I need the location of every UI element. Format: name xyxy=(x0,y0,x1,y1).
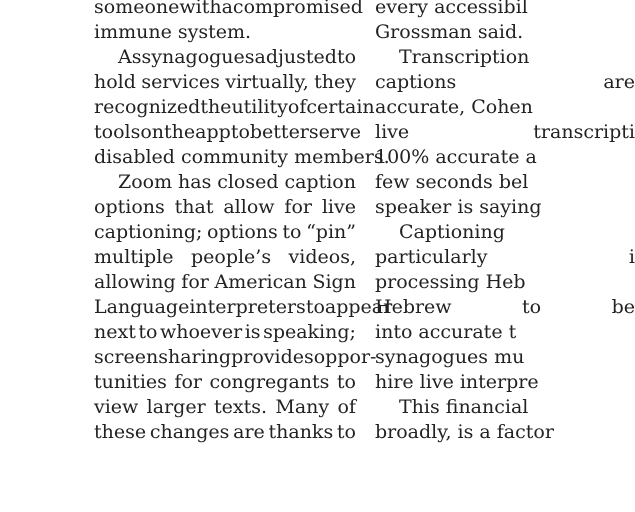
word: of xyxy=(337,396,356,418)
word: are xyxy=(603,71,635,93)
word: live xyxy=(321,196,356,218)
text-line xyxy=(375,295,635,320)
word: i xyxy=(628,246,635,268)
word: speaking; xyxy=(263,321,356,343)
word: closed xyxy=(217,171,279,193)
text-line xyxy=(375,245,635,270)
word: larger xyxy=(146,396,206,418)
word: someone xyxy=(94,0,180,18)
word: for xyxy=(174,371,202,393)
word: next xyxy=(94,321,136,343)
text-line xyxy=(94,420,356,445)
text-line: immune system. xyxy=(94,21,252,43)
word: congregants xyxy=(209,371,330,393)
article-column-left xyxy=(94,0,393,445)
word: transcripti xyxy=(533,121,635,143)
word: to xyxy=(305,296,325,318)
text-line: disabled community members. xyxy=(94,146,390,168)
word: tools xyxy=(94,121,141,143)
word: allow xyxy=(223,196,275,218)
word: interpreters xyxy=(189,296,306,318)
text-line: broadly, is a factor xyxy=(375,421,554,443)
text-line xyxy=(375,120,635,145)
word: oppor- xyxy=(313,346,377,368)
word: be xyxy=(611,296,635,318)
word: certain xyxy=(306,96,375,118)
word: thanks xyxy=(268,421,334,443)
text-line xyxy=(94,220,356,245)
word: for xyxy=(284,196,312,218)
text-line: This financial xyxy=(399,396,529,418)
text-line xyxy=(94,0,363,20)
word: is xyxy=(244,321,261,343)
word: allowing xyxy=(94,271,176,293)
text-line xyxy=(94,70,356,95)
text-line: few seconds bel xyxy=(375,171,529,193)
word: utility xyxy=(231,96,288,118)
word: to xyxy=(138,321,158,343)
word: app xyxy=(195,121,231,143)
word: options xyxy=(207,221,278,243)
text-line xyxy=(94,245,356,270)
text-line: Transcription xyxy=(399,46,530,68)
word: options xyxy=(94,196,165,218)
word: with xyxy=(179,0,222,18)
word: appear xyxy=(324,296,393,318)
text-line: 100% accurate a xyxy=(375,146,537,168)
text-line xyxy=(94,395,356,420)
word: tunities xyxy=(94,371,167,393)
text-line: every accessibil xyxy=(375,0,528,18)
text-line xyxy=(94,95,375,120)
word: adjusted xyxy=(254,46,337,68)
word: they xyxy=(314,71,356,93)
word: whoever xyxy=(159,321,243,343)
text-line xyxy=(94,345,377,370)
text-line: synagogues mu xyxy=(375,346,525,368)
word: Language xyxy=(94,296,190,318)
word: that xyxy=(174,196,214,218)
word: the xyxy=(200,96,232,118)
word: a xyxy=(221,0,233,18)
word: live xyxy=(375,121,410,143)
word: view xyxy=(94,396,139,418)
word: caption xyxy=(284,171,356,193)
word: Zoom xyxy=(118,171,173,193)
word: are xyxy=(233,421,265,443)
text-line xyxy=(94,320,356,345)
text-line xyxy=(375,70,635,95)
word: to xyxy=(336,371,356,393)
text-line: speaker is saying xyxy=(375,196,542,218)
word: better xyxy=(249,121,309,143)
word: changes xyxy=(149,421,230,443)
word: of xyxy=(287,96,307,118)
text-line: into accurate t xyxy=(375,321,517,343)
word: to xyxy=(230,121,250,143)
word: hold xyxy=(94,71,136,93)
word: sharing xyxy=(158,346,232,368)
word: to xyxy=(522,296,542,318)
word: to xyxy=(282,221,302,243)
word: people’s xyxy=(190,246,272,268)
text-line xyxy=(94,120,361,145)
text-line xyxy=(94,170,356,195)
word: compromised xyxy=(232,0,363,18)
text-line: processing Heb xyxy=(375,271,526,293)
word: texts. xyxy=(214,396,268,418)
word: captions xyxy=(375,71,457,93)
word: to xyxy=(336,46,357,68)
word: serve xyxy=(308,121,361,143)
article-column-right xyxy=(375,0,635,445)
word: particularly xyxy=(375,246,488,268)
text-line xyxy=(94,295,393,320)
word: has xyxy=(178,171,212,193)
word: Many xyxy=(275,396,330,418)
word: Hebrew xyxy=(375,296,452,318)
text-line: Captioning xyxy=(399,221,505,243)
word: “pin” xyxy=(306,221,356,243)
word: multiple xyxy=(94,246,174,268)
word: virtually, xyxy=(225,71,309,93)
word: videos, xyxy=(288,246,356,268)
text-line xyxy=(94,370,356,395)
text-line: hire live interpre xyxy=(375,371,539,393)
word: services xyxy=(141,71,220,93)
word: the xyxy=(164,121,196,143)
word: these xyxy=(94,421,147,443)
word: to xyxy=(336,421,356,443)
word: captioning; xyxy=(94,221,203,243)
word: Sign xyxy=(312,271,356,293)
text-line: Grossman said. xyxy=(375,21,524,43)
text-line xyxy=(94,270,356,295)
word: American xyxy=(214,271,307,293)
word: screen xyxy=(94,346,159,368)
text-line xyxy=(94,45,356,70)
word: on xyxy=(140,121,165,143)
word: provides xyxy=(231,346,314,368)
word: for xyxy=(181,271,209,293)
text-line: accurate, Cohen xyxy=(375,96,533,118)
word: As xyxy=(118,46,142,68)
text-line xyxy=(94,195,356,220)
word: recognized xyxy=(94,96,201,118)
word: synagogues xyxy=(141,46,255,68)
